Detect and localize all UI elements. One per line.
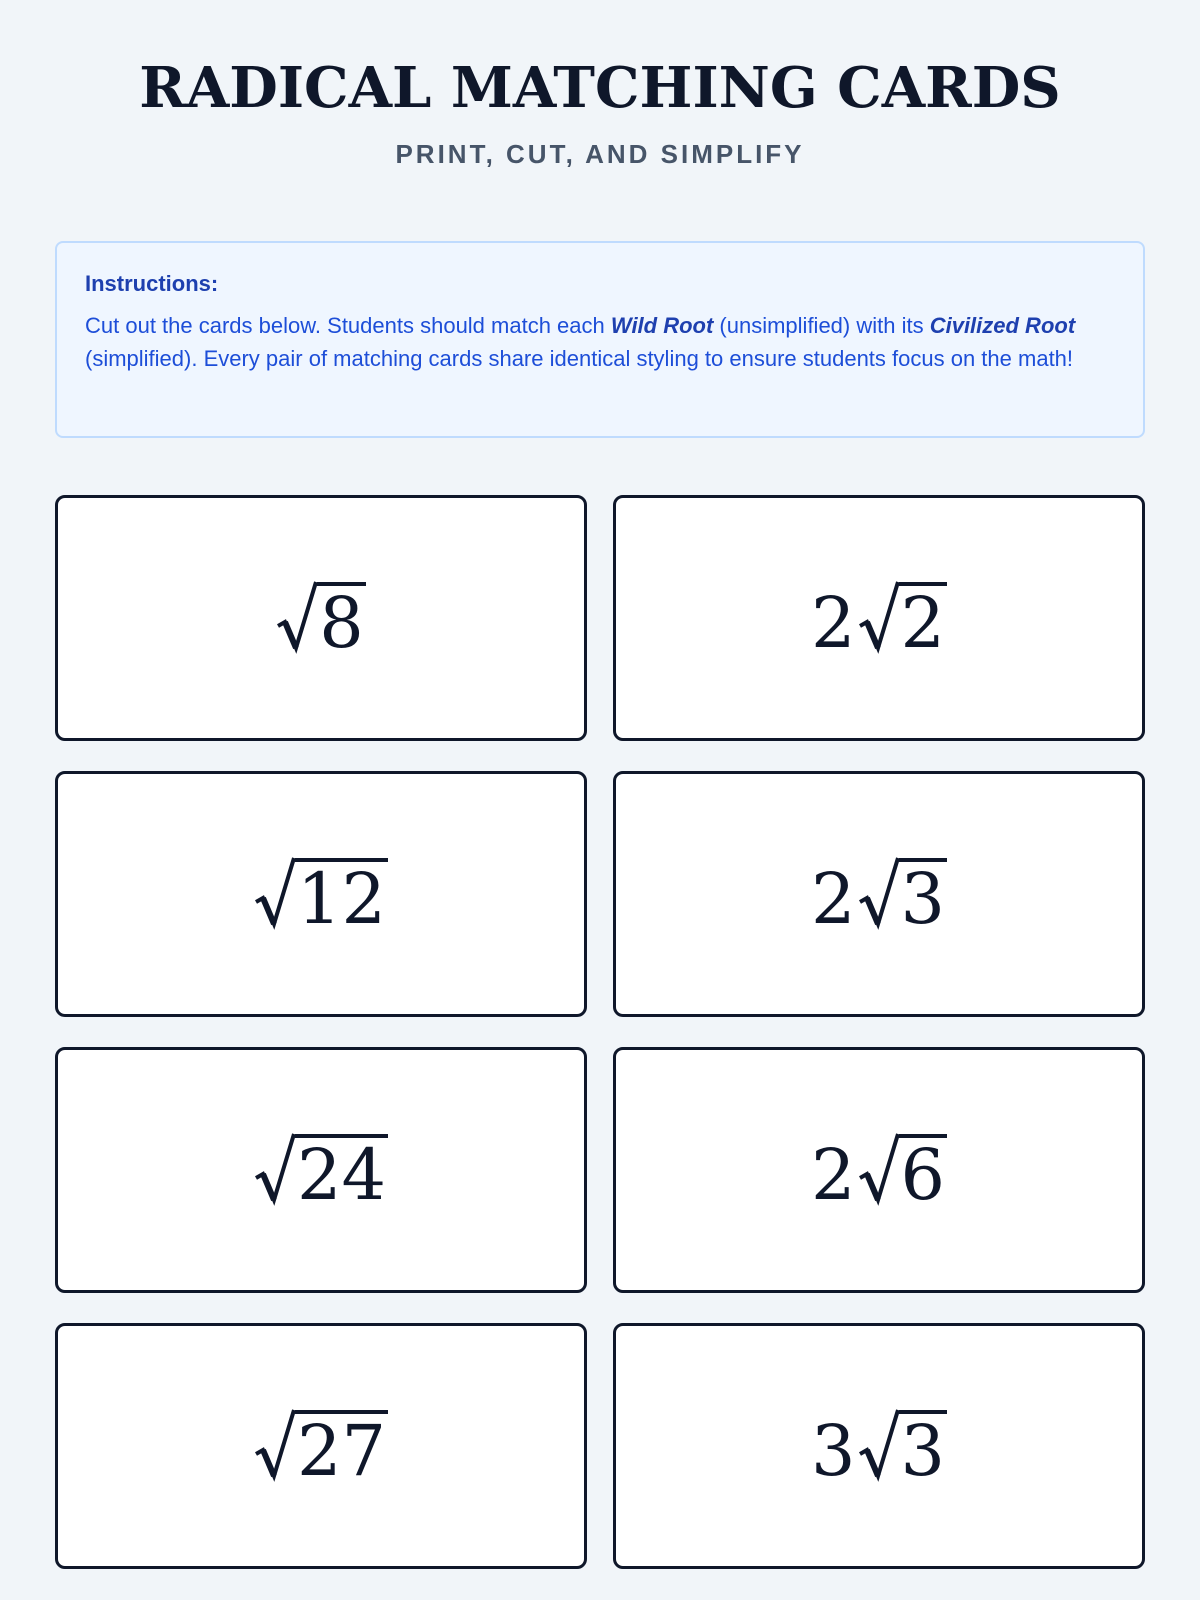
radicand: 12 (296, 858, 387, 940)
instructions-text-part-2: (unsimplified) with its (713, 313, 930, 338)
card-civilized-root-1[interactable] (613, 495, 1145, 741)
square-root-icon (858, 854, 900, 934)
square-root-icon (254, 1130, 296, 1210)
instructions-text (85, 309, 1115, 375)
square-root-icon (276, 578, 318, 658)
radical-expression (254, 1406, 388, 1492)
card-grid (55, 495, 1145, 1569)
radical (276, 578, 366, 664)
radicand: 6 (900, 1134, 946, 1216)
card-civilized-root-2[interactable] (613, 771, 1145, 1017)
radicand: 27 (296, 1410, 387, 1492)
coefficient: 2 (810, 1134, 856, 1216)
coefficient: 3 (810, 1410, 856, 1492)
page-subtitle: PRINT, CUT, AND SIMPLIFY (395, 139, 805, 169)
coefficient: 2 (810, 858, 856, 940)
square-root-icon (254, 1406, 296, 1486)
card-civilized-root-3[interactable] (613, 1047, 1145, 1293)
radical (858, 1406, 948, 1492)
square-root-icon (858, 578, 900, 658)
square-root-icon (254, 854, 296, 934)
card-wild-root-1[interactable] (55, 495, 587, 741)
coefficient: 2 (810, 582, 856, 664)
radicand: 3 (900, 858, 946, 940)
radicand: 8 (319, 582, 364, 664)
page-title: RADICAL MATCHING CARDS (139, 55, 1061, 121)
radical-expression (810, 1406, 947, 1492)
radicand: 2 (900, 582, 946, 664)
wild-root-term: Wild Root (610, 313, 714, 338)
radical (858, 578, 948, 664)
card-wild-root-4[interactable] (55, 1323, 587, 1569)
radicand: 3 (900, 1410, 946, 1492)
radical (254, 1130, 388, 1216)
radical-expression (276, 578, 366, 664)
instructions-box (55, 241, 1145, 438)
instructions-text-part-1: Cut out the cards below. Students should match each (85, 313, 611, 338)
radical (254, 1406, 388, 1492)
radicand: 24 (296, 1134, 387, 1216)
radical-expression (810, 854, 947, 940)
card-wild-root-2[interactable] (55, 771, 587, 1017)
radical-expression (810, 1130, 947, 1216)
square-root-icon (858, 1406, 900, 1486)
civilized-root-term: Civilized Root (929, 313, 1076, 338)
radical-expression (810, 578, 947, 664)
instructions-text-part-3: (simplified). Every pair of matching cards share identical styling to ensure students focus on the math! (85, 346, 1074, 371)
radical-expression (254, 854, 388, 940)
square-root-icon (858, 1130, 900, 1210)
radical-expression (254, 1130, 388, 1216)
radical (254, 854, 388, 940)
card-wild-root-3[interactable] (55, 1047, 587, 1293)
radical (858, 1130, 948, 1216)
instructions-heading: Instructions: (85, 271, 219, 296)
card-civilized-root-4[interactable] (613, 1323, 1145, 1569)
radical (858, 854, 948, 940)
